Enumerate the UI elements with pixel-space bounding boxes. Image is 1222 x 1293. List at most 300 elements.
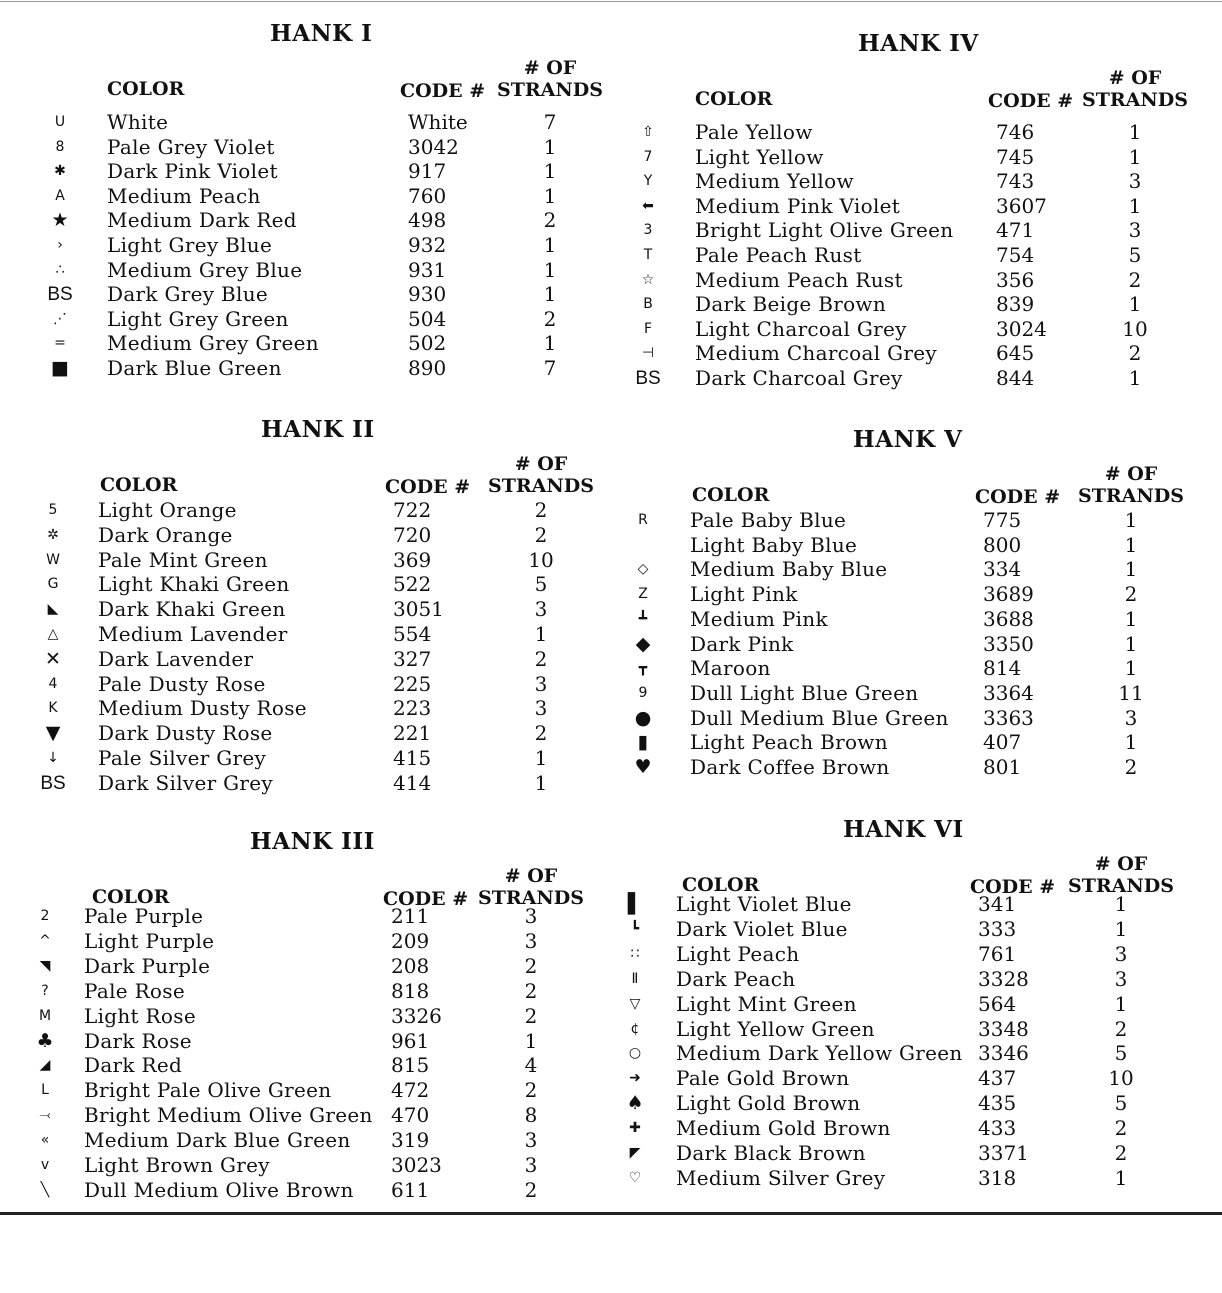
hank-section [634, 426, 1218, 806]
dmc-code: 761 [978, 941, 1017, 966]
color-name: Dark Black Brown [676, 1141, 866, 1165]
strand-count: 11 [1118, 680, 1144, 705]
color-name: Pale Yellow [695, 120, 813, 144]
dmc-code: 415 [393, 746, 432, 770]
color-name: Pale Grey Violet [107, 134, 275, 159]
dmc-code: 433 [978, 1116, 1017, 1141]
strand-count: 1 [1124, 730, 1138, 755]
color-name: Light Peach Brown [690, 730, 888, 755]
color-name: Dark Beige Brown [695, 292, 887, 317]
strand-count: 2 [534, 522, 548, 547]
color-row [638, 557, 1218, 582]
column-header-strands-line2: STRANDS [1068, 875, 1174, 897]
color-name: Pale Silver Grey [98, 746, 267, 770]
dmc-code: 3350 [983, 631, 1034, 656]
color-name: White [107, 110, 169, 134]
dmc-code: 917 [408, 159, 447, 184]
color-row [55, 233, 635, 258]
color-row [40, 929, 620, 954]
strand-count: 2 [524, 1177, 538, 1202]
chart-symbol-icon: L [41, 1082, 49, 1099]
color-name: Dark Dusty Rose [98, 721, 273, 746]
dmc-code: 502 [408, 331, 447, 356]
chart-symbol-icon: ⤙ [39, 1107, 51, 1124]
color-row [630, 967, 1210, 992]
color-name: Light Khaki Green [98, 572, 290, 597]
color-name: Light Gold Brown [676, 1091, 861, 1116]
color-row [40, 979, 620, 1004]
color-name: Pale Mint Green [98, 547, 268, 572]
color-row [638, 607, 1218, 632]
dmc-code: 3328 [978, 966, 1029, 991]
column-header-color: COLOR [695, 88, 773, 110]
color-name: Dark Lavender [98, 646, 254, 671]
color-name: Light Yellow Green [676, 1016, 875, 1041]
color-name: Medium Grey Blue [107, 257, 303, 282]
color-name: Light Brown Grey [84, 1153, 270, 1177]
column-header-strands [1077, 463, 1185, 507]
chart-symbol-icon: ▽ [629, 995, 641, 1012]
color-row [51, 208, 635, 233]
column-header-code: CODE # [988, 90, 1074, 112]
chart-symbol-icon: ✚ [629, 1120, 641, 1137]
color-name: Pale Rose [84, 978, 185, 1003]
chart-symbol-icon: Z [638, 586, 648, 603]
color-row [40, 1078, 620, 1103]
color-row [40, 1103, 620, 1128]
color-row [638, 533, 1218, 558]
color-row [55, 307, 635, 332]
dmc-code: 775 [983, 508, 1022, 532]
color-row [643, 218, 1222, 243]
color-row [55, 135, 635, 160]
color-row [40, 1178, 620, 1203]
color-row [55, 331, 635, 356]
color-name: Light Rose [84, 1003, 196, 1028]
color-name: Light Peach [676, 941, 800, 966]
color-name: Dull Light Blue Green [690, 680, 919, 705]
column-header-strands [1067, 853, 1175, 897]
dmc-code: 554 [393, 622, 432, 646]
color-row [643, 194, 1222, 219]
strand-count: 1 [1128, 366, 1142, 390]
chart-symbol-icon: ⬅ [642, 197, 654, 214]
color-name: Light Grey Blue [107, 233, 273, 257]
chart-symbol-icon: ¢ [630, 1020, 640, 1037]
color-name: Medium Dark Red [107, 208, 297, 233]
color-name: Medium Charcoal Grey [695, 341, 937, 366]
strand-count: 5 [1128, 243, 1142, 267]
dmc-code: 961 [391, 1028, 430, 1053]
color-name: Medium Silver Grey [676, 1165, 886, 1190]
column-header-code: CODE # [385, 476, 471, 498]
chart-symbol-icon: W [46, 551, 60, 568]
dmc-code: 760 [408, 183, 447, 208]
hank-section [36, 828, 620, 1208]
chart-symbol-icon: Ⅱ [631, 970, 639, 987]
dmc-code: 814 [983, 656, 1022, 681]
chart-symbol-icon: ✱ [54, 163, 66, 180]
color-name: Pale Dusty Rose [98, 671, 266, 696]
color-name: Dark Khaki Green [98, 597, 286, 622]
dmc-code: 471 [996, 218, 1035, 243]
strand-count: 1 [543, 282, 557, 307]
color-row [635, 631, 1218, 657]
dmc-code: 3689 [983, 582, 1034, 607]
color-row [40, 1004, 620, 1029]
color-name: Dark Charcoal Grey [695, 366, 903, 390]
hank-title: HANK V [853, 426, 963, 453]
color-name: Light Pink [690, 582, 798, 607]
chart-symbol-icon: ∷ [630, 945, 640, 962]
color-name: Light Mint Green [676, 991, 857, 1016]
strand-count: 1 [1124, 532, 1138, 557]
dmc-code: 369 [393, 547, 432, 572]
color-row [36, 1028, 620, 1054]
color-row [634, 705, 1218, 731]
strand-count: 1 [543, 257, 557, 282]
strand-count: 2 [524, 1078, 538, 1103]
color-name: Light Orange [98, 498, 237, 522]
strand-count: 5 [1114, 1041, 1128, 1066]
color-row [643, 317, 1222, 342]
chart-symbol-icon: ◆ [635, 632, 651, 655]
dmc-code: 3364 [983, 680, 1034, 705]
column-header-strands-line1: # OF [1104, 463, 1158, 485]
chart-symbol-icon: 3 [643, 222, 653, 239]
color-name: Pale Peach Rust [695, 243, 862, 267]
chart-symbol-icon: BS [47, 284, 73, 306]
strand-count: 1 [1128, 120, 1142, 144]
dmc-code: 318 [978, 1165, 1017, 1190]
chart-symbol-icon: = [54, 335, 66, 352]
dmc-code: 221 [393, 721, 432, 746]
chart-symbol-icon: ⋰ [53, 310, 67, 327]
color-name: Light Yellow [695, 144, 824, 169]
dmc-code: 3051 [393, 597, 444, 622]
strand-count: 3 [534, 597, 548, 622]
dmc-code: 334 [983, 557, 1022, 582]
dmc-code: 611 [391, 1177, 430, 1202]
color-row [40, 1128, 620, 1153]
dmc-code: 720 [393, 522, 432, 547]
column-header-strands [1081, 67, 1189, 111]
color-row [627, 892, 1210, 917]
color-name: Light Purple [84, 928, 215, 953]
chart-symbol-icon: ✕ [45, 647, 61, 670]
color-name: Bright Pale Olive Green [84, 1078, 332, 1103]
color-row [630, 992, 1210, 1017]
dmc-code: 472 [391, 1078, 430, 1103]
color-row [630, 917, 1210, 942]
chart-symbol-icon: 9 [638, 684, 648, 701]
color-row [634, 755, 1218, 780]
dmc-code: 3371 [978, 1141, 1029, 1165]
chart-symbol-icon: ◤ [629, 1145, 641, 1161]
strand-count: 1 [1128, 292, 1142, 317]
bottom-rule [0, 1212, 1222, 1215]
dmc-code: 3326 [391, 1003, 442, 1028]
strand-count: 3 [1114, 966, 1128, 991]
color-row [630, 1141, 1210, 1166]
strand-count: 3 [1124, 705, 1138, 730]
dmc-code: 223 [393, 696, 432, 721]
dmc-code: 839 [996, 292, 1035, 317]
chart-symbol-icon: ◇ [637, 561, 649, 578]
strand-count: 10 [1122, 316, 1148, 341]
color-name: Medium Dark Yellow Green [676, 1041, 963, 1066]
color-row [55, 258, 635, 283]
chart-symbol-icon: 4 [48, 675, 58, 692]
color-name: Maroon [690, 656, 771, 681]
strand-count: 1 [543, 331, 557, 356]
color-name: Medium Dusty Rose [98, 696, 307, 721]
chart-symbol-icon: ∴ [55, 261, 65, 278]
column-header-color: COLOR [92, 886, 170, 908]
hank-title: HANK VI [843, 816, 964, 843]
color-row [40, 770, 628, 796]
color-row [638, 730, 1218, 755]
column-header-strands-line1: # OF [1094, 853, 1148, 875]
strand-count: 2 [1124, 582, 1138, 607]
strand-count: 3 [534, 696, 548, 721]
column-header-color: COLOR [100, 474, 178, 496]
chart-symbol-icon: ◢ [39, 1057, 51, 1074]
column-header-strands-line1: # OF [523, 57, 577, 79]
color-row [48, 548, 628, 573]
color-name: Medium Dark Blue Green [84, 1128, 351, 1153]
color-name: Dark Violet Blue [676, 916, 848, 941]
chart-symbol-icon: ♠ [626, 1092, 644, 1115]
strand-count: 3 [1128, 169, 1142, 194]
strand-count: 2 [534, 498, 548, 522]
color-row [643, 145, 1222, 170]
color-name: Medium Baby Blue [690, 557, 888, 582]
color-row [48, 597, 628, 622]
color-row [45, 646, 628, 672]
color-row [635, 366, 1222, 391]
dmc-code: 3042 [408, 134, 459, 159]
color-name: Dark Grey Blue [107, 282, 269, 307]
chart-symbol-icon: 2 [40, 908, 50, 924]
dmc-code: 800 [983, 532, 1022, 557]
strand-count: 1 [534, 622, 548, 646]
color-row [643, 341, 1222, 366]
color-row [48, 746, 628, 771]
strand-count: 5 [534, 572, 548, 597]
top-scan-edge [0, 1, 1222, 2]
color-name: Dark Orange [98, 522, 233, 547]
color-row [40, 954, 620, 979]
color-row [643, 243, 1222, 268]
strand-count: 10 [528, 547, 554, 572]
chart-symbol-icon: ^ [39, 932, 51, 949]
column-header-strands [486, 453, 596, 497]
chart-symbol-icon: ⇧ [642, 124, 654, 140]
dmc-code: 645 [996, 341, 1035, 366]
hank-section [40, 416, 628, 796]
column-header-code: CODE # [383, 888, 469, 910]
color-name: Pale Gold Brown [676, 1066, 850, 1091]
chart-symbol-icon: 8 [55, 138, 65, 155]
strand-count: 2 [543, 306, 557, 331]
strand-count: 2 [524, 1003, 538, 1028]
hank-section [47, 20, 635, 400]
chart-symbol-icon: ╲ [40, 1181, 50, 1198]
column-header-strands-line1: # OF [504, 865, 558, 887]
strand-count: 7 [543, 110, 557, 134]
column-header-strands-line2: STRANDS [497, 79, 603, 101]
chart-symbol-icon: ★ [51, 209, 69, 232]
color-name: Medium Yellow [695, 169, 854, 194]
color-name: Medium Pink Violet [695, 193, 901, 218]
dmc-code: 3024 [996, 316, 1047, 341]
column-header-strands-line2: STRANDS [488, 475, 594, 497]
color-name: Dark Coffee Brown [690, 755, 890, 779]
dmc-code: 722 [393, 498, 432, 522]
dmc-code: 930 [408, 282, 447, 307]
color-row [48, 622, 628, 647]
strand-count: 8 [524, 1103, 538, 1128]
column-header-code: CODE # [970, 876, 1056, 898]
dmc-code: 407 [983, 730, 1022, 755]
strand-count: 3 [524, 928, 538, 953]
dmc-code: 890 [408, 356, 447, 380]
color-row [630, 1116, 1210, 1141]
color-name: Dark Red [84, 1053, 183, 1078]
strand-count: 1 [543, 233, 557, 257]
strand-count: 2 [1114, 1116, 1128, 1141]
chart-symbol-icon: K [48, 700, 58, 717]
color-name: Light Baby Blue [690, 532, 858, 557]
color-row [48, 498, 628, 523]
strand-count: 3 [1128, 218, 1142, 243]
chart-symbol-icon: F [643, 320, 653, 337]
chart-symbol-icon: ▼ [45, 722, 61, 745]
dmc-code: 356 [996, 267, 1035, 292]
color-row [643, 169, 1222, 194]
color-row [643, 268, 1222, 293]
chart-symbol-icon: ♡ [628, 1169, 642, 1186]
color-row [40, 904, 620, 929]
chart-symbol-icon: G [47, 576, 59, 593]
hank-title: HANK III [250, 828, 375, 855]
dmc-code: 211 [391, 904, 430, 928]
color-name: Medium Peach Rust [695, 267, 903, 292]
color-row [630, 1017, 1210, 1042]
color-name: Light Violet Blue [676, 892, 852, 916]
color-name: Dull Medium Blue Green [690, 705, 949, 730]
strand-count: 1 [1124, 557, 1138, 582]
strand-count: 1 [1128, 193, 1142, 218]
chart-symbol-icon: ● [634, 706, 652, 729]
dmc-code: 931 [408, 257, 447, 282]
chart-symbol-icon: A [55, 187, 65, 204]
chart-symbol-icon: ■ [51, 357, 69, 379]
chart-symbol-icon: ◥ [39, 957, 51, 974]
chart-symbol-icon: ⊣ [641, 345, 655, 362]
strand-count: 2 [524, 978, 538, 1003]
chart-symbol-icon: U [54, 114, 66, 130]
chart-symbol-icon: ♣ [36, 1029, 54, 1052]
color-name: Dark Peach [676, 966, 796, 991]
color-row [48, 672, 628, 697]
chart-symbol-icon: ↓ [47, 750, 59, 766]
dmc-code: 3348 [978, 1016, 1029, 1041]
color-row [630, 1041, 1210, 1066]
chart-symbol-icon: ♥ [634, 756, 652, 778]
strand-count: 2 [1128, 341, 1142, 366]
color-name: Pale Purple [84, 904, 204, 928]
dmc-code: 498 [408, 208, 447, 233]
hank-title: HANK I [270, 20, 373, 47]
strand-count: 5 [1114, 1091, 1128, 1116]
chart-symbol-icon: ┗ [630, 920, 640, 937]
chart-symbol-icon: ? [41, 982, 49, 999]
column-header-color: COLOR [107, 78, 185, 100]
strand-count: 1 [543, 183, 557, 208]
strand-count: 1 [1124, 508, 1138, 532]
strand-count: 1 [1124, 606, 1138, 631]
chart-symbol-icon: v [40, 1157, 50, 1173]
strand-count: 1 [543, 159, 557, 184]
dmc-code: 564 [978, 991, 1017, 1016]
dmc-code: 743 [996, 169, 1035, 194]
column-header-strands [476, 865, 586, 909]
strand-count: 2 [1114, 1141, 1128, 1165]
hank-section [626, 816, 1210, 1196]
strand-count: 2 [534, 721, 548, 746]
dmc-code: 470 [391, 1103, 430, 1128]
chart-symbol-icon: △ [47, 626, 59, 642]
strand-count: 10 [1108, 1066, 1134, 1091]
strand-count: 3 [1114, 941, 1128, 966]
color-name: Light Charcoal Grey [695, 316, 907, 341]
strand-count: 2 [1114, 1016, 1128, 1041]
dmc-code: 522 [393, 572, 432, 597]
strand-count: 1 [543, 134, 557, 159]
strand-count: 4 [524, 1053, 538, 1078]
dmc-code: 754 [996, 243, 1035, 267]
strand-count: 2 [524, 953, 538, 978]
dmc-code: 3607 [996, 193, 1047, 218]
dmc-code: 341 [978, 892, 1017, 916]
column-header-color: COLOR [692, 484, 770, 506]
color-row [47, 282, 635, 307]
column-header-strands-line2: STRANDS [1082, 89, 1188, 111]
strand-count: 2 [1124, 755, 1138, 779]
dmc-code: 437 [978, 1066, 1017, 1091]
dmc-code: 333 [978, 916, 1017, 941]
strand-count: 1 [1114, 991, 1128, 1016]
chart-symbol-icon: ┳ [638, 660, 648, 677]
chart-symbol-icon: Y [643, 173, 653, 190]
color-row [51, 356, 635, 381]
strand-count: 1 [534, 746, 548, 770]
color-name: Medium Pink [690, 606, 828, 631]
strand-count: 1 [1114, 1165, 1128, 1190]
chart-symbol-icon: ☆ [641, 271, 655, 288]
color-row [45, 721, 628, 746]
color-row [638, 681, 1218, 706]
strand-count: 1 [1114, 892, 1128, 916]
color-name: Bright Medium Olive Green [84, 1103, 373, 1128]
dmc-code: 818 [391, 978, 430, 1003]
color-row [630, 1066, 1210, 1091]
hank-section [635, 30, 1222, 410]
dmc-code: 327 [393, 646, 432, 671]
strand-count: 2 [534, 646, 548, 671]
